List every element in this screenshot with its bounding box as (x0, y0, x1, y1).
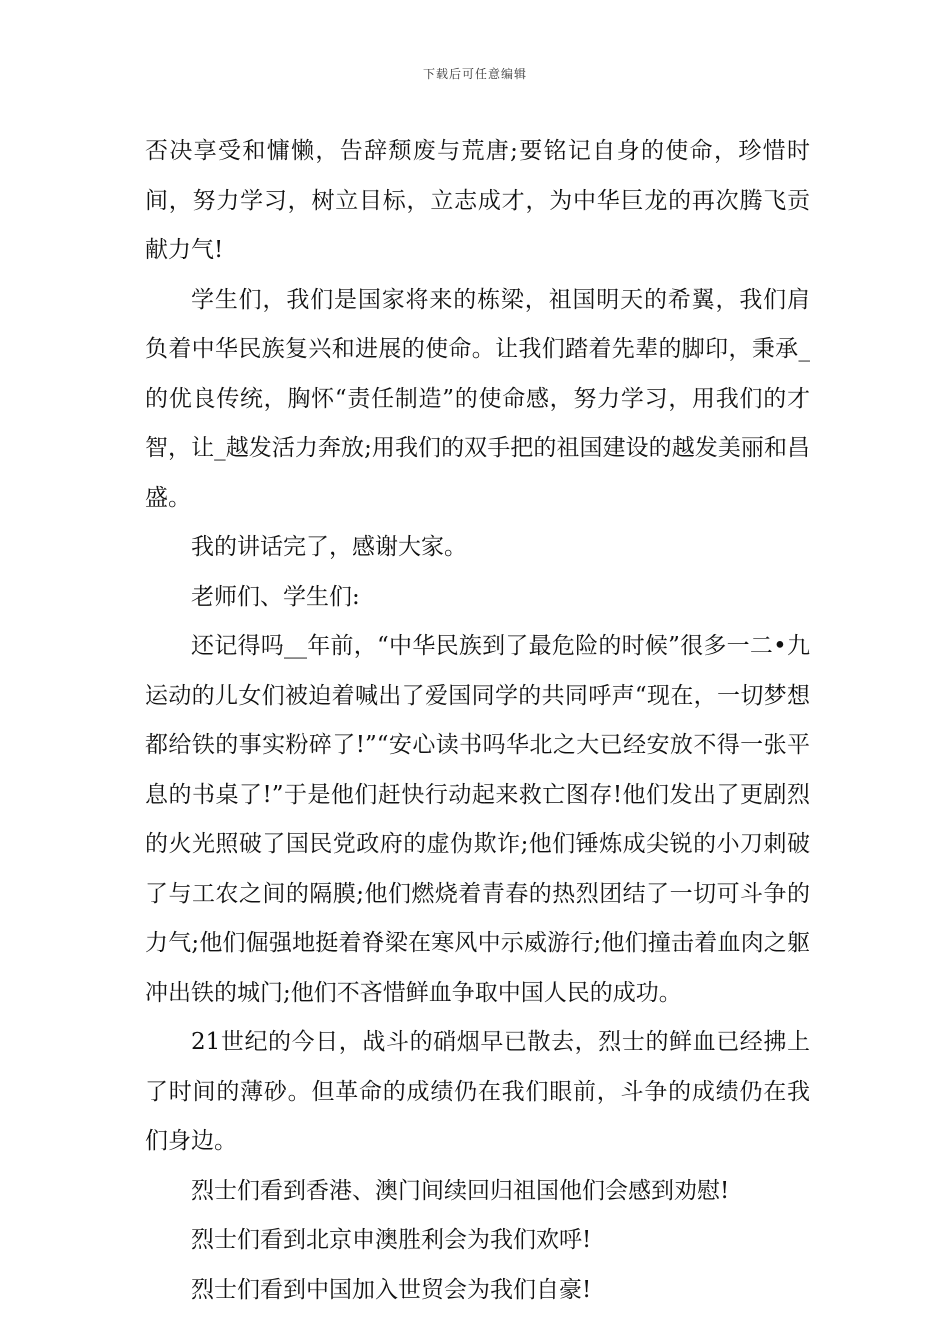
page-header: 下载后可任意编辑 (422, 67, 527, 81)
paragraph-2: 学生们，我们是国家将来的栋梁，祖国明天的希翼，我们肩负着中华民族复兴和进展的使命。让我们踏着先辈的脚印，秉承_的优良传统，胸怀“责任制造”的使命感，努力学习，用我们的才智，让_越发活力奔放;用我们的双手把的祖国建设的越发美丽和昌盛。 (145, 286, 810, 511)
paragraph-9: 烈士们看到中国加入世贸会为我们自豪! (191, 1276, 592, 1303)
paragraph-1: 否决享受和慵懒，告辞颓废与荒唐;要铭记自身的使命，珍惜时间，努力学习，树立目标，立志成才，为中华巨龙的再次腾飞贡献力气! (145, 138, 810, 263)
document-body (145, 127, 810, 1315)
paragraph-5: 还记得吗__年前，“中华民族到了最危险的时候”很多一二•九运动的儿女们被迫着喊出了爱国同学的共同呼声“现在，一切梦想都给铁的事实粉碎了!”“安心读书吗华北之大已经安放不得一张平息的书桌了!”于是他们赶快行动起来救亡图存!他们发出了更剧烈的火光照破了国民党政府的虚伪欺诈;他们锤炼成尖锐的小刀刺破了与工农之间的隔膜;他们燃烧着青春的热烈团结了一切可斗争的力气;他们倔强地挺着脊梁在寒风中示威游行;他们撞击着血肉之躯冲出铁的城门;他们不吝惜鲜血争取中国人民的成功。 (145, 633, 810, 1006)
paragraph-6: 21世纪的今日，战斗的硝烟早已散去，烈士的鲜血已经拂上了时间的薄砂。但革命的成绩仍在我们眼前，斗争的成绩仍在我们身边。 (145, 1029, 810, 1154)
paragraph-4: 老师们、学生们: (191, 583, 360, 610)
paragraph-3: 我的讲话完了，感谢大家。 (191, 534, 467, 560)
paragraph-8: 烈士们看到北京申澳胜利会为我们欢呼! (191, 1227, 592, 1253)
paragraph-7: 烈士们看到香港、澳门间续回归祖国他们会感到劝慰! (191, 1177, 730, 1204)
